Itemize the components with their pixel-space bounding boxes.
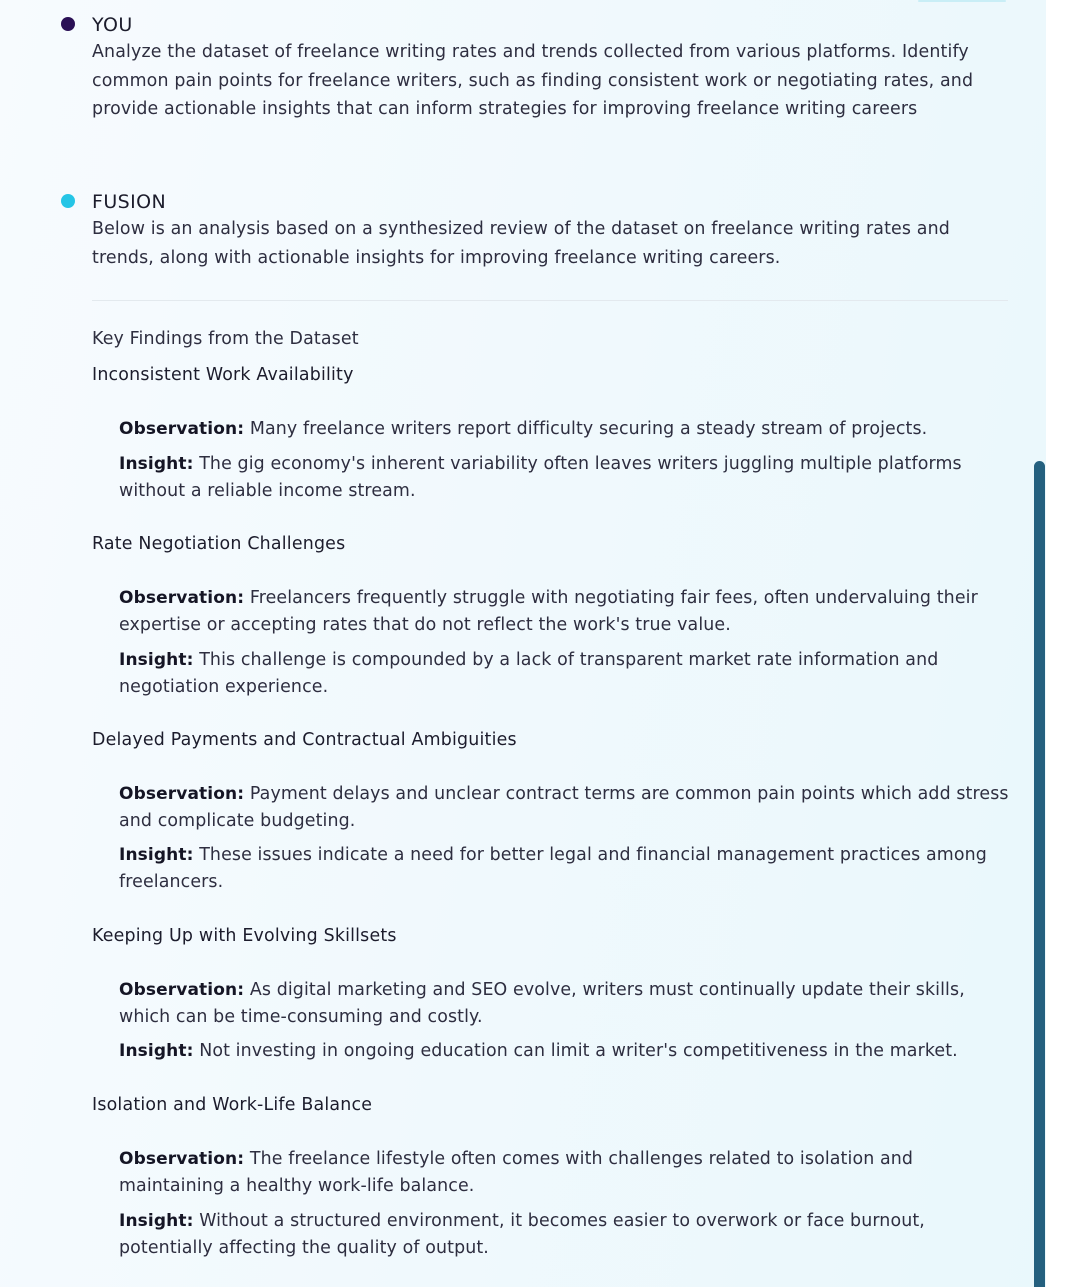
finding-title: Keeping Up with Evolving Skillsets bbox=[92, 926, 397, 946]
insight-text: Without a structured environment, it becomes easier to overwork or face burnout, potentially affecting the quality of output. bbox=[119, 1211, 925, 1258]
user-message-header bbox=[0, 13, 1030, 39]
insight-label: Insight: bbox=[119, 650, 194, 670]
finding-title: Inconsistent Work Availability bbox=[92, 365, 354, 385]
observation-text: The freelance lifestyle often comes with challenges related to isolation and maintaining a healthy work-life balance. bbox=[119, 1149, 914, 1196]
finding-observation bbox=[119, 1146, 1009, 1199]
finding-observation bbox=[119, 585, 1009, 638]
content-divider bbox=[92, 300, 1008, 301]
observation-label: Observation: bbox=[119, 784, 245, 804]
observation-text: Freelancers frequently struggle with negotiating fair fees, often undervaluing their expertise or accepting rates that do not reflect the work's true value. bbox=[119, 588, 978, 635]
section-title: Key Findings from the Dataset bbox=[92, 329, 359, 349]
observation-text: Many freelance writers report difficulty securing a steady stream of projects. bbox=[249, 419, 928, 439]
insight-label: Insight: bbox=[119, 1211, 194, 1231]
insight-text: Not investing in ongoing education can limit a writer's competitiveness in the market. bbox=[199, 1041, 958, 1061]
finding-title: Isolation and Work-Life Balance bbox=[92, 1095, 373, 1115]
finding-title: Delayed Payments and Contractual Ambiguities bbox=[92, 730, 517, 750]
finding-observation bbox=[119, 781, 1009, 834]
insight-label: Insight: bbox=[119, 845, 194, 865]
assistant-message-header bbox=[0, 190, 1030, 216]
right-gutter bbox=[1046, 0, 1080, 1287]
assistant-intro-text: Below is an analysis based on a synthesized review of the dataset on freelance writing rates and trends, along with actionable insights for improving freelance writing careers. bbox=[92, 219, 950, 268]
user-message-text: Analyze the dataset of freelance writing rates and trends collected from various platforms. Identify common pain points for freelance writers, such as finding consistent work or negotiating rates, and provide actionable insights that can inform strategies for improving freelance writing careers bbox=[92, 42, 974, 119]
observation-text: As digital marketing and SEO evolve, writers must continually update their skills, which can be time-consuming and costly. bbox=[119, 980, 965, 1027]
observation-label: Observation: bbox=[119, 419, 245, 439]
observation-label: Observation: bbox=[119, 588, 245, 608]
finding-observation bbox=[119, 416, 1009, 443]
finding-observation bbox=[119, 977, 1009, 1030]
top-accent-bar bbox=[918, 0, 1006, 2]
assistant-role-label: FUSION bbox=[92, 191, 167, 213]
finding-insight bbox=[119, 1208, 1009, 1261]
assistant-avatar-dot bbox=[61, 194, 75, 208]
insight-text: This challenge is compounded by a lack of transparent market rate information and negotiation experience. bbox=[119, 650, 939, 697]
insight-text: The gig economy's inherent variability often leaves writers juggling multiple platforms without a reliable income stream. bbox=[119, 454, 962, 501]
observation-label: Observation: bbox=[119, 1149, 245, 1169]
scrollbar-thumb[interactable] bbox=[1034, 461, 1045, 1287]
user-avatar-dot bbox=[61, 17, 75, 31]
assistant-message bbox=[0, 190, 1030, 268]
user-role-label: YOU bbox=[92, 14, 133, 36]
observation-text: Payment delays and unclear contract terms are common pain points which add stress and complicate budgeting. bbox=[119, 784, 1009, 831]
finding-insight bbox=[119, 451, 1009, 504]
user-message bbox=[0, 13, 1030, 119]
finding-insight bbox=[119, 1038, 1009, 1065]
finding-title: Rate Negotiation Challenges bbox=[92, 534, 346, 554]
finding-insight bbox=[119, 842, 1009, 895]
insight-label: Insight: bbox=[119, 454, 194, 474]
insight-label: Insight: bbox=[119, 1041, 194, 1061]
finding-insight bbox=[119, 647, 1009, 700]
observation-label: Observation: bbox=[119, 980, 245, 1000]
insight-text: These issues indicate a need for better legal and financial management practices among freelancers. bbox=[119, 845, 987, 892]
